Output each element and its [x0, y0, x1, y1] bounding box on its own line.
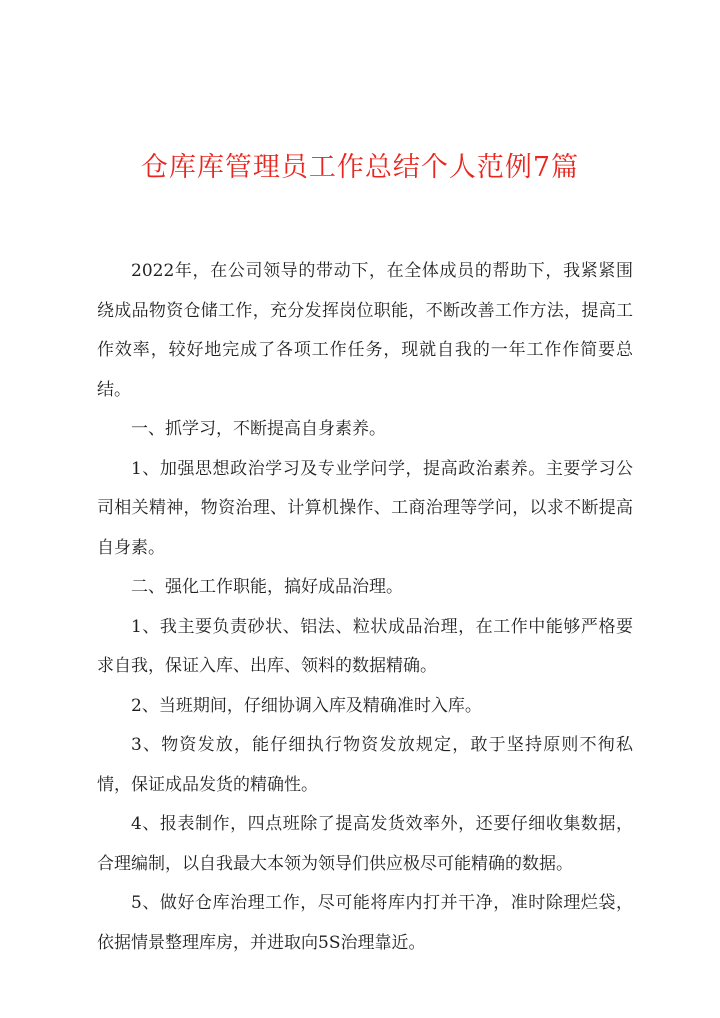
paragraph-section-2-item-2: 2、当班期间，仔细协调入库及精确准时入库。	[131, 695, 482, 716]
paragraph-section-2-item-4: 4、报表制作，四点班除了提高发货效率外，还要仔细收集数据，合理编制，以自我最大本领为领导们供应极尽可能精确的数据。	[97, 814, 633, 874]
paragraph-section-2-item-1: 1、我主要负责砂状、铝法、粒状成品治理，在工作中能够严格要求自我，保证入库、出库、领料的数据精确。	[97, 616, 633, 676]
document-body	[97, 252, 633, 963]
paragraph-section-2-heading: 二、强化工作职能，搞好成品治理。	[131, 577, 403, 597]
paragraph-section-2-item-3: 3、物资发放，能仔细执行物资发放规定，敢于坚持原则不徇私情，保证成品发货的精确性。	[97, 735, 633, 795]
paragraph-section-1-item-1: 1、加强思想政治学习及专业学问学，提高政治素养。主要学习公司相关精神，物资治理、计算机操作、工商治理等学问，以求不断提高自身素。	[97, 458, 633, 558]
paragraph-section-2-item-5: 5、做好仓库治理工作，尽可能将库内打并干净，准时除理烂袋，依据情景整理库房，并进取向5S治理靠近。	[97, 893, 633, 953]
paragraph-intro: 2022年，在公司领导的带动下，在全体成员的帮助下，我紧紧围绕成品物资仓储工作，充分发挥岗位职能，不断改善工作方法，提高工作效率，较好地完成了各项工作任务，现就自我的一年工作作简要总结。	[97, 261, 633, 400]
paragraph-section-1-heading: 一、抓学习，不断提高自身素养。	[131, 419, 386, 439]
document-title: 仓库库管理员工作总结个人范例7篇	[140, 152, 580, 183]
